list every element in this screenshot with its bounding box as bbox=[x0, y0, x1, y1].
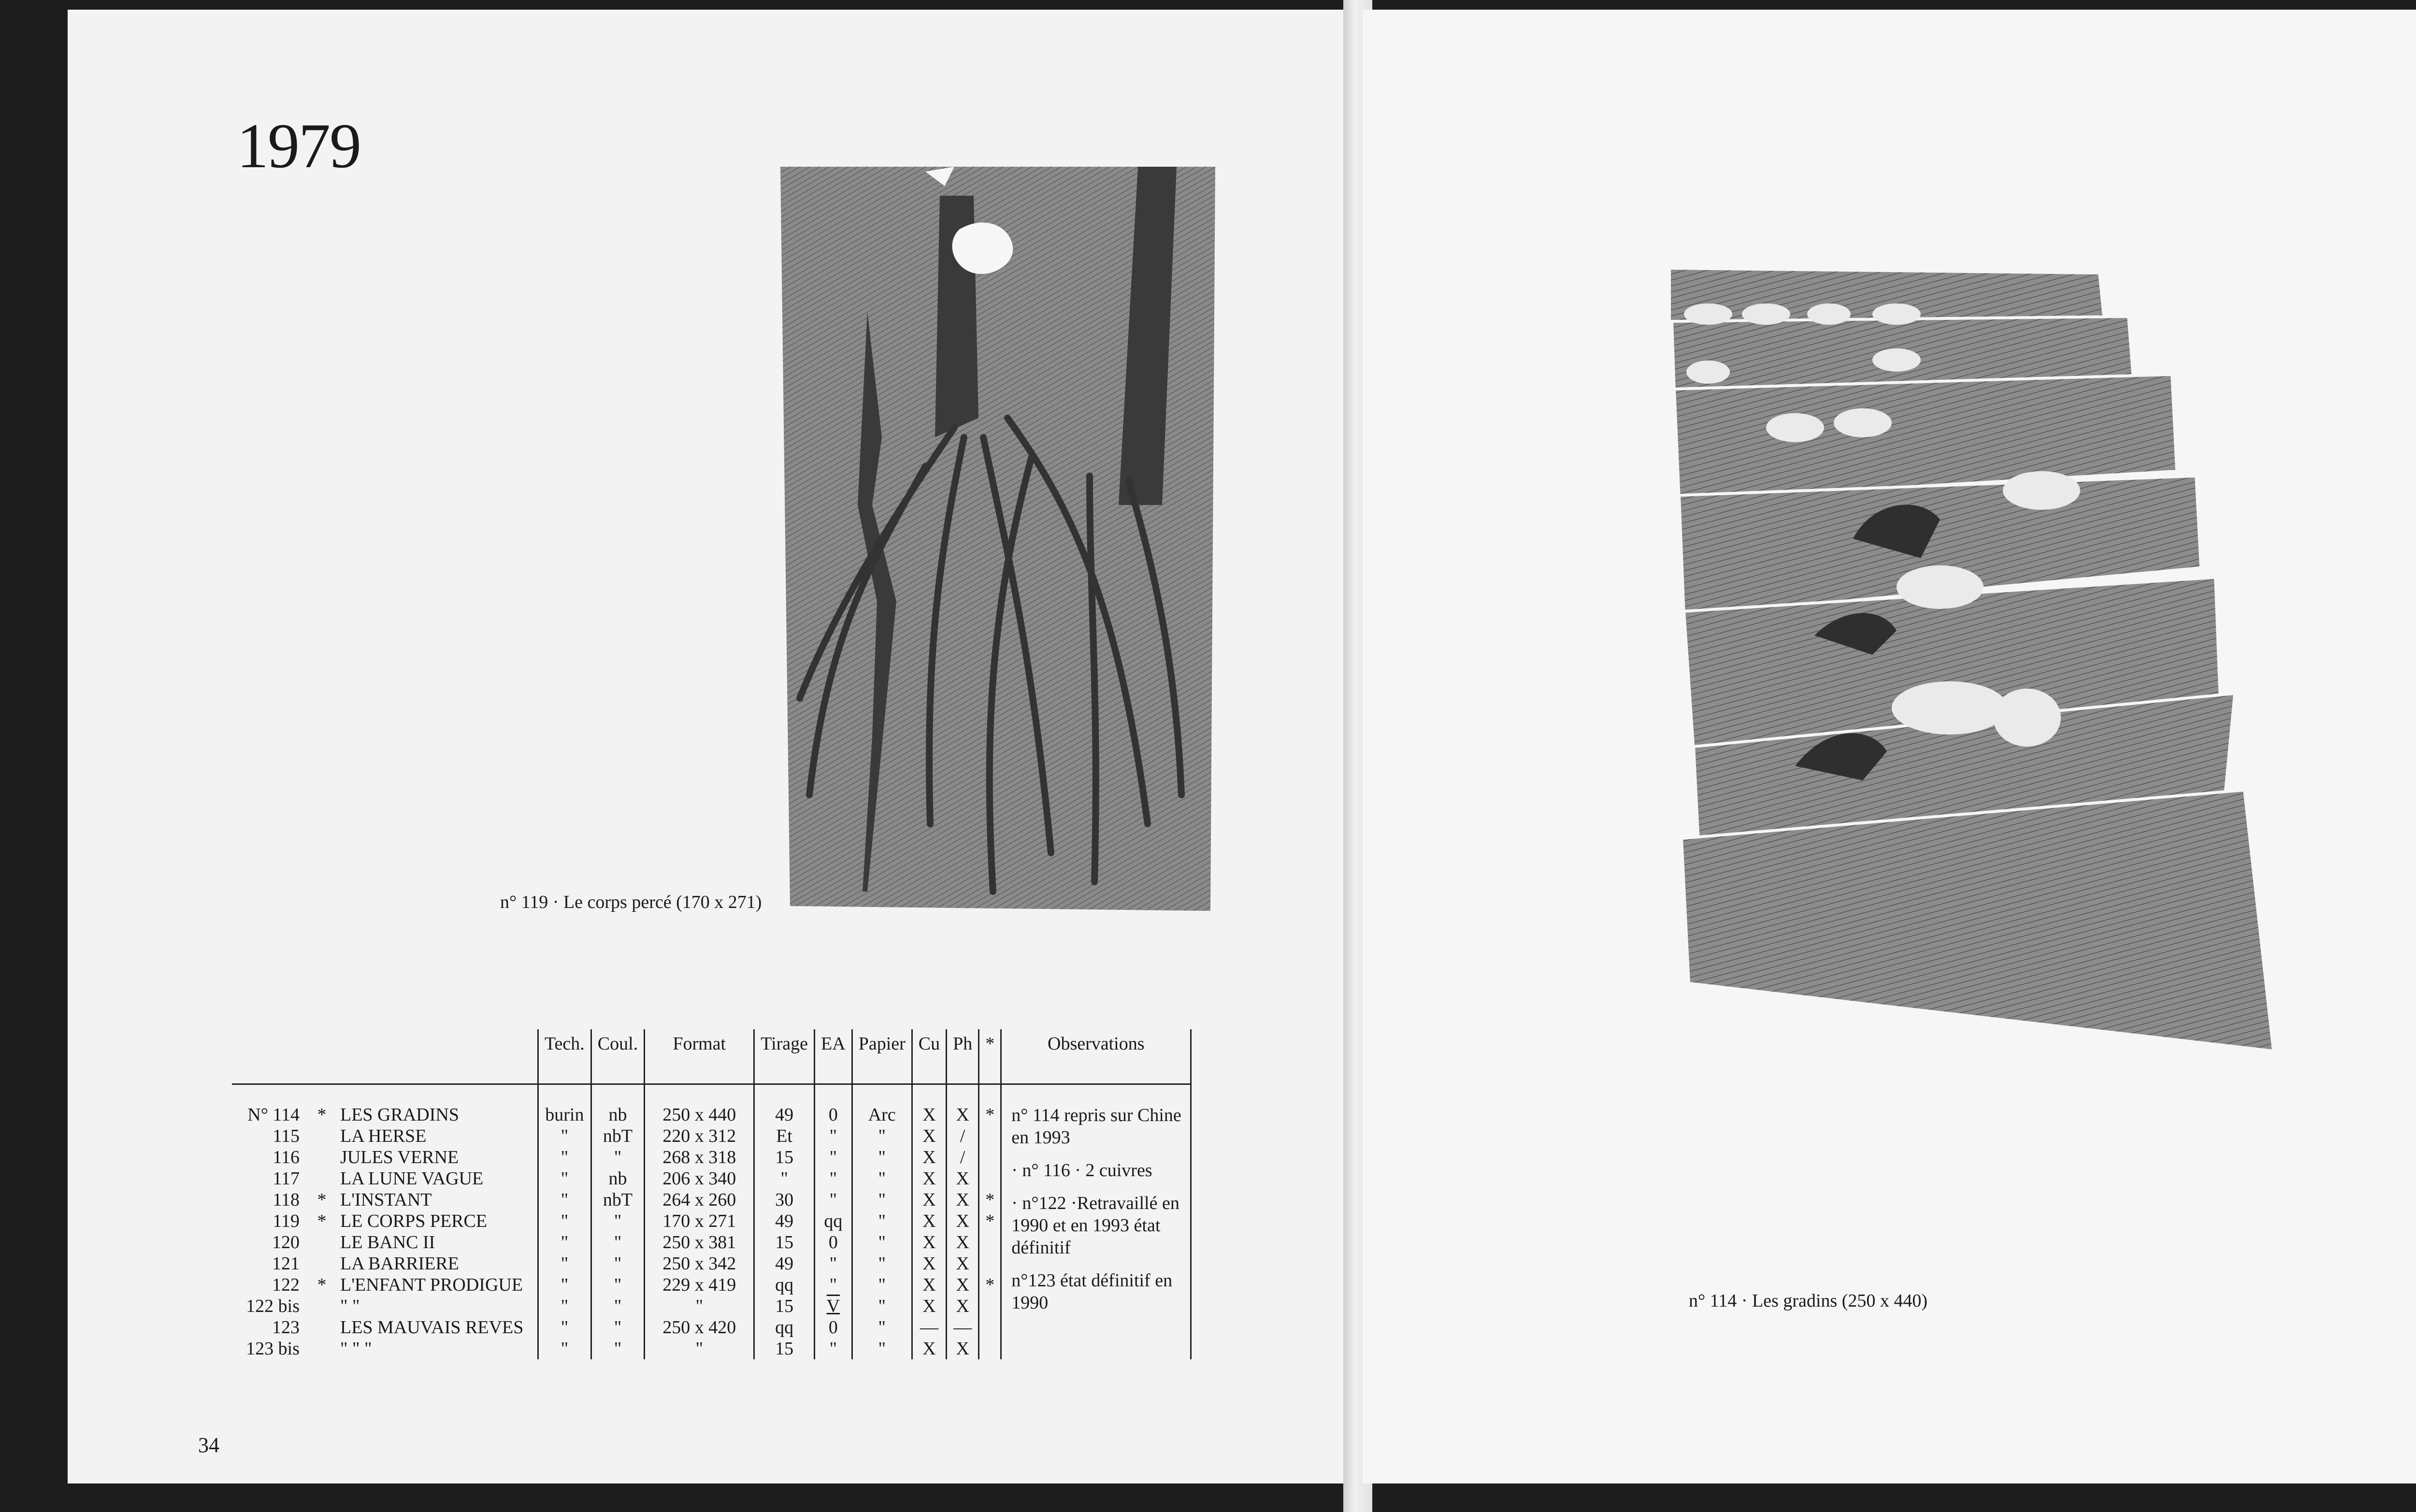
cell-no: 115 bbox=[273, 1126, 300, 1146]
cell-ph: / bbox=[947, 1147, 979, 1168]
cell-tech: burin bbox=[538, 1084, 591, 1126]
cell-tirage: Et bbox=[754, 1125, 815, 1147]
cell-coul: " bbox=[591, 1210, 644, 1232]
observations-cell bbox=[1001, 1084, 1191, 1360]
cell-papier: " bbox=[852, 1147, 912, 1168]
cell-format: 220 x 312 bbox=[645, 1125, 754, 1147]
cell-mark bbox=[306, 1125, 337, 1147]
cell-ea: " bbox=[815, 1274, 852, 1296]
cell-cu: X bbox=[912, 1274, 946, 1296]
cell-ea: V bbox=[815, 1296, 852, 1317]
cell-ph: X bbox=[947, 1274, 979, 1296]
header-format: Format bbox=[645, 1029, 754, 1084]
cell-coul: " bbox=[591, 1147, 644, 1168]
header-observations: Observations bbox=[1001, 1029, 1191, 1084]
cell-title: LA HERSE bbox=[340, 1126, 427, 1146]
cell-tech: " bbox=[538, 1168, 591, 1189]
cell-papier: " bbox=[852, 1317, 912, 1338]
catalog-table bbox=[232, 1029, 1192, 1359]
cell-star bbox=[979, 1168, 1001, 1189]
cell-cu: X bbox=[912, 1084, 946, 1126]
cell-tirage: 15 bbox=[754, 1296, 815, 1317]
observation-note: · n°122 ·Retravaillé en 1990 et en 1993 état définitif bbox=[1011, 1193, 1179, 1258]
cell-tech: " bbox=[538, 1296, 591, 1317]
cell-ph: X bbox=[947, 1168, 979, 1189]
cell-mark bbox=[306, 1232, 337, 1253]
engraving-le-corps-perce bbox=[780, 167, 1215, 911]
cell-papier: " bbox=[852, 1274, 912, 1296]
cell-title: JULES VERNE bbox=[340, 1147, 459, 1167]
cell-papier: " bbox=[852, 1296, 912, 1317]
cell-tech: " bbox=[538, 1125, 591, 1147]
cell-ea: 0 bbox=[815, 1232, 852, 1253]
caption-les-gradins: n° 114 · Les gradins (250 x 440) bbox=[1689, 1291, 1927, 1311]
cell-ea: " bbox=[815, 1147, 852, 1168]
cell-tirage: 15 bbox=[754, 1147, 815, 1168]
cell-no: 121 bbox=[272, 1253, 300, 1274]
cell-format: 250 x 342 bbox=[645, 1253, 754, 1274]
cell-tirage: 15 bbox=[754, 1232, 815, 1253]
cell-ph: — bbox=[947, 1317, 979, 1338]
cell-ea: " bbox=[815, 1253, 852, 1274]
header-coul: Coul. bbox=[591, 1029, 644, 1084]
cell-ph: / bbox=[947, 1125, 979, 1147]
cell-mark bbox=[306, 1168, 337, 1189]
cell-tech: " bbox=[538, 1253, 591, 1274]
cell-ea: " bbox=[815, 1125, 852, 1147]
cell-title: L'ENFANT PRODIGUE bbox=[340, 1275, 523, 1295]
caption-le-corps-perce: n° 119 · Le corps percé (170 x 271) bbox=[500, 892, 762, 912]
cell-star bbox=[979, 1296, 1001, 1317]
header-no bbox=[232, 1029, 306, 1084]
observation-note: · n° 116 · 2 cuivres bbox=[1011, 1160, 1152, 1181]
cell-tirage: 49 bbox=[754, 1084, 815, 1126]
cell-ea: " bbox=[815, 1168, 852, 1189]
cell-ph: X bbox=[947, 1232, 979, 1253]
cell-format: 250 x 440 bbox=[645, 1084, 754, 1126]
cell-tech: " bbox=[538, 1274, 591, 1296]
header-tirage: Tirage bbox=[754, 1029, 815, 1084]
cell-cu: X bbox=[912, 1125, 946, 1147]
header-mark bbox=[306, 1029, 337, 1084]
cell-no: 123 bis bbox=[246, 1339, 300, 1359]
cell-ph: X bbox=[947, 1253, 979, 1274]
cell-coul: " bbox=[591, 1232, 644, 1253]
cell-mark bbox=[306, 1296, 337, 1317]
cell-format: 268 x 318 bbox=[645, 1147, 754, 1168]
cell-title: LES GRADINS bbox=[340, 1105, 459, 1125]
catalog-header-row bbox=[232, 1029, 1191, 1084]
cell-star bbox=[979, 1338, 1001, 1359]
cell-cu: X bbox=[912, 1253, 946, 1274]
cell-mark: * bbox=[317, 1105, 327, 1125]
cell-papier: Arc bbox=[852, 1084, 912, 1126]
cell-cu: X bbox=[912, 1232, 946, 1253]
cell-tech: " bbox=[538, 1338, 591, 1359]
cell-tech: " bbox=[538, 1189, 591, 1210]
cell-title: " " bbox=[340, 1296, 360, 1316]
cell-tirage: qq bbox=[754, 1317, 815, 1338]
cell-tirage: " bbox=[754, 1168, 815, 1189]
cell-no: N° 114 bbox=[247, 1105, 300, 1125]
cell-cu: X bbox=[912, 1189, 946, 1210]
header-papier: Papier bbox=[852, 1029, 912, 1084]
cell-format: 250 x 381 bbox=[645, 1232, 754, 1253]
cell-star bbox=[979, 1253, 1001, 1274]
header-ea: EA bbox=[815, 1029, 852, 1084]
cell-tech: " bbox=[538, 1232, 591, 1253]
cell-no: 119 bbox=[273, 1211, 300, 1231]
cell-mark: * bbox=[317, 1275, 327, 1295]
cell-mark bbox=[306, 1317, 337, 1338]
cell-cu: — bbox=[912, 1317, 946, 1338]
header-title bbox=[337, 1029, 538, 1084]
observation-note: n°123 état définitif en 1990 bbox=[1011, 1270, 1173, 1313]
page-title-year: 1979 bbox=[237, 110, 360, 181]
cell-no: 120 bbox=[272, 1232, 300, 1253]
cell-title: LA BARRIERE bbox=[340, 1253, 459, 1274]
cell-papier: " bbox=[852, 1253, 912, 1274]
cell-format: 170 x 271 bbox=[645, 1210, 754, 1232]
cell-tirage: 49 bbox=[754, 1253, 815, 1274]
cell-cu: X bbox=[912, 1338, 946, 1359]
cell-coul: nb bbox=[591, 1168, 644, 1189]
cell-title: LE BANC II bbox=[340, 1232, 435, 1253]
observation-note: n° 114 repris sur Chine en 1993 bbox=[1011, 1105, 1181, 1148]
cell-ph: X bbox=[947, 1338, 979, 1359]
cell-title: LE CORPS PERCE bbox=[340, 1211, 488, 1231]
cell-ea: qq bbox=[815, 1210, 852, 1232]
cell-star: * bbox=[979, 1210, 1001, 1232]
cell-ea: " bbox=[815, 1189, 852, 1210]
cell-papier: " bbox=[852, 1338, 912, 1359]
cell-coul: " bbox=[591, 1296, 644, 1317]
cell-star: * bbox=[979, 1274, 1001, 1296]
header-tech: Tech. bbox=[538, 1029, 591, 1084]
cell-title: " " " bbox=[340, 1339, 372, 1359]
cell-ph: X bbox=[947, 1189, 979, 1210]
cell-title: L'INSTANT bbox=[340, 1190, 432, 1210]
cell-star bbox=[979, 1147, 1001, 1168]
page-number-left: 34 bbox=[198, 1433, 219, 1457]
cell-tirage: 15 bbox=[754, 1338, 815, 1359]
cell-format: 229 x 419 bbox=[645, 1274, 754, 1296]
cell-ph: X bbox=[947, 1084, 979, 1126]
cell-no: 122 bbox=[272, 1275, 300, 1295]
cell-ea: " bbox=[815, 1338, 852, 1359]
cell-tirage: 49 bbox=[754, 1210, 815, 1232]
catalog-body bbox=[232, 1084, 1191, 1360]
cell-cu: X bbox=[912, 1168, 946, 1189]
cell-star bbox=[979, 1232, 1001, 1253]
cell-format: 250 x 420 bbox=[645, 1317, 754, 1338]
cell-mark: * bbox=[317, 1211, 327, 1231]
header-cu: Cu bbox=[912, 1029, 946, 1084]
cell-star: * bbox=[979, 1084, 1001, 1126]
cell-papier: " bbox=[852, 1210, 912, 1232]
cell-ph: X bbox=[947, 1210, 979, 1232]
cell-cu: X bbox=[912, 1210, 946, 1232]
cell-format: 264 x 260 bbox=[645, 1189, 754, 1210]
cell-title: LES MAUVAIS REVES bbox=[340, 1317, 524, 1338]
cell-title: LA LUNE VAGUE bbox=[340, 1168, 484, 1189]
cell-coul: nbT bbox=[591, 1189, 644, 1210]
cell-tirage: 30 bbox=[754, 1189, 815, 1210]
cell-coul: " bbox=[591, 1253, 644, 1274]
cell-coul: " bbox=[591, 1274, 644, 1296]
header-star: * bbox=[979, 1029, 1001, 1084]
cell-tech: " bbox=[538, 1147, 591, 1168]
cell-mark bbox=[306, 1253, 337, 1274]
cell-coul: nbT bbox=[591, 1125, 644, 1147]
cell-star bbox=[979, 1125, 1001, 1147]
cell-mark bbox=[306, 1338, 337, 1359]
cell-papier: " bbox=[852, 1168, 912, 1189]
cell-tech: " bbox=[538, 1210, 591, 1232]
cell-no: 123 bbox=[272, 1317, 300, 1338]
cell-tech: " bbox=[538, 1317, 591, 1338]
cell-papier: " bbox=[852, 1125, 912, 1147]
cell-star bbox=[979, 1317, 1001, 1338]
cell-coul: " bbox=[591, 1338, 644, 1359]
cell-ea: 0 bbox=[815, 1317, 852, 1338]
cell-format: 206 x 340 bbox=[645, 1168, 754, 1189]
cell-cu: X bbox=[912, 1147, 946, 1168]
catalog-row bbox=[232, 1084, 1191, 1126]
cell-no: 122 bis bbox=[246, 1296, 300, 1316]
cell-no: 116 bbox=[273, 1147, 300, 1167]
cell-papier: " bbox=[852, 1232, 912, 1253]
cell-cu: X bbox=[912, 1296, 946, 1317]
cell-format: " bbox=[645, 1338, 754, 1359]
cell-format: " bbox=[645, 1296, 754, 1317]
cell-papier: " bbox=[852, 1189, 912, 1210]
cell-coul: nb bbox=[591, 1084, 644, 1126]
cell-ph: X bbox=[947, 1296, 979, 1317]
cell-star: * bbox=[979, 1189, 1001, 1210]
cell-ea: 0 bbox=[815, 1084, 852, 1126]
cell-mark bbox=[306, 1147, 337, 1168]
cell-no: 118 bbox=[273, 1190, 300, 1210]
header-ph: Ph bbox=[947, 1029, 979, 1084]
cell-tirage: qq bbox=[754, 1274, 815, 1296]
engraving-les-gradins bbox=[1669, 268, 2278, 1061]
cell-coul: " bbox=[591, 1317, 644, 1338]
cell-no: 117 bbox=[273, 1168, 300, 1189]
cell-mark: * bbox=[317, 1190, 327, 1210]
